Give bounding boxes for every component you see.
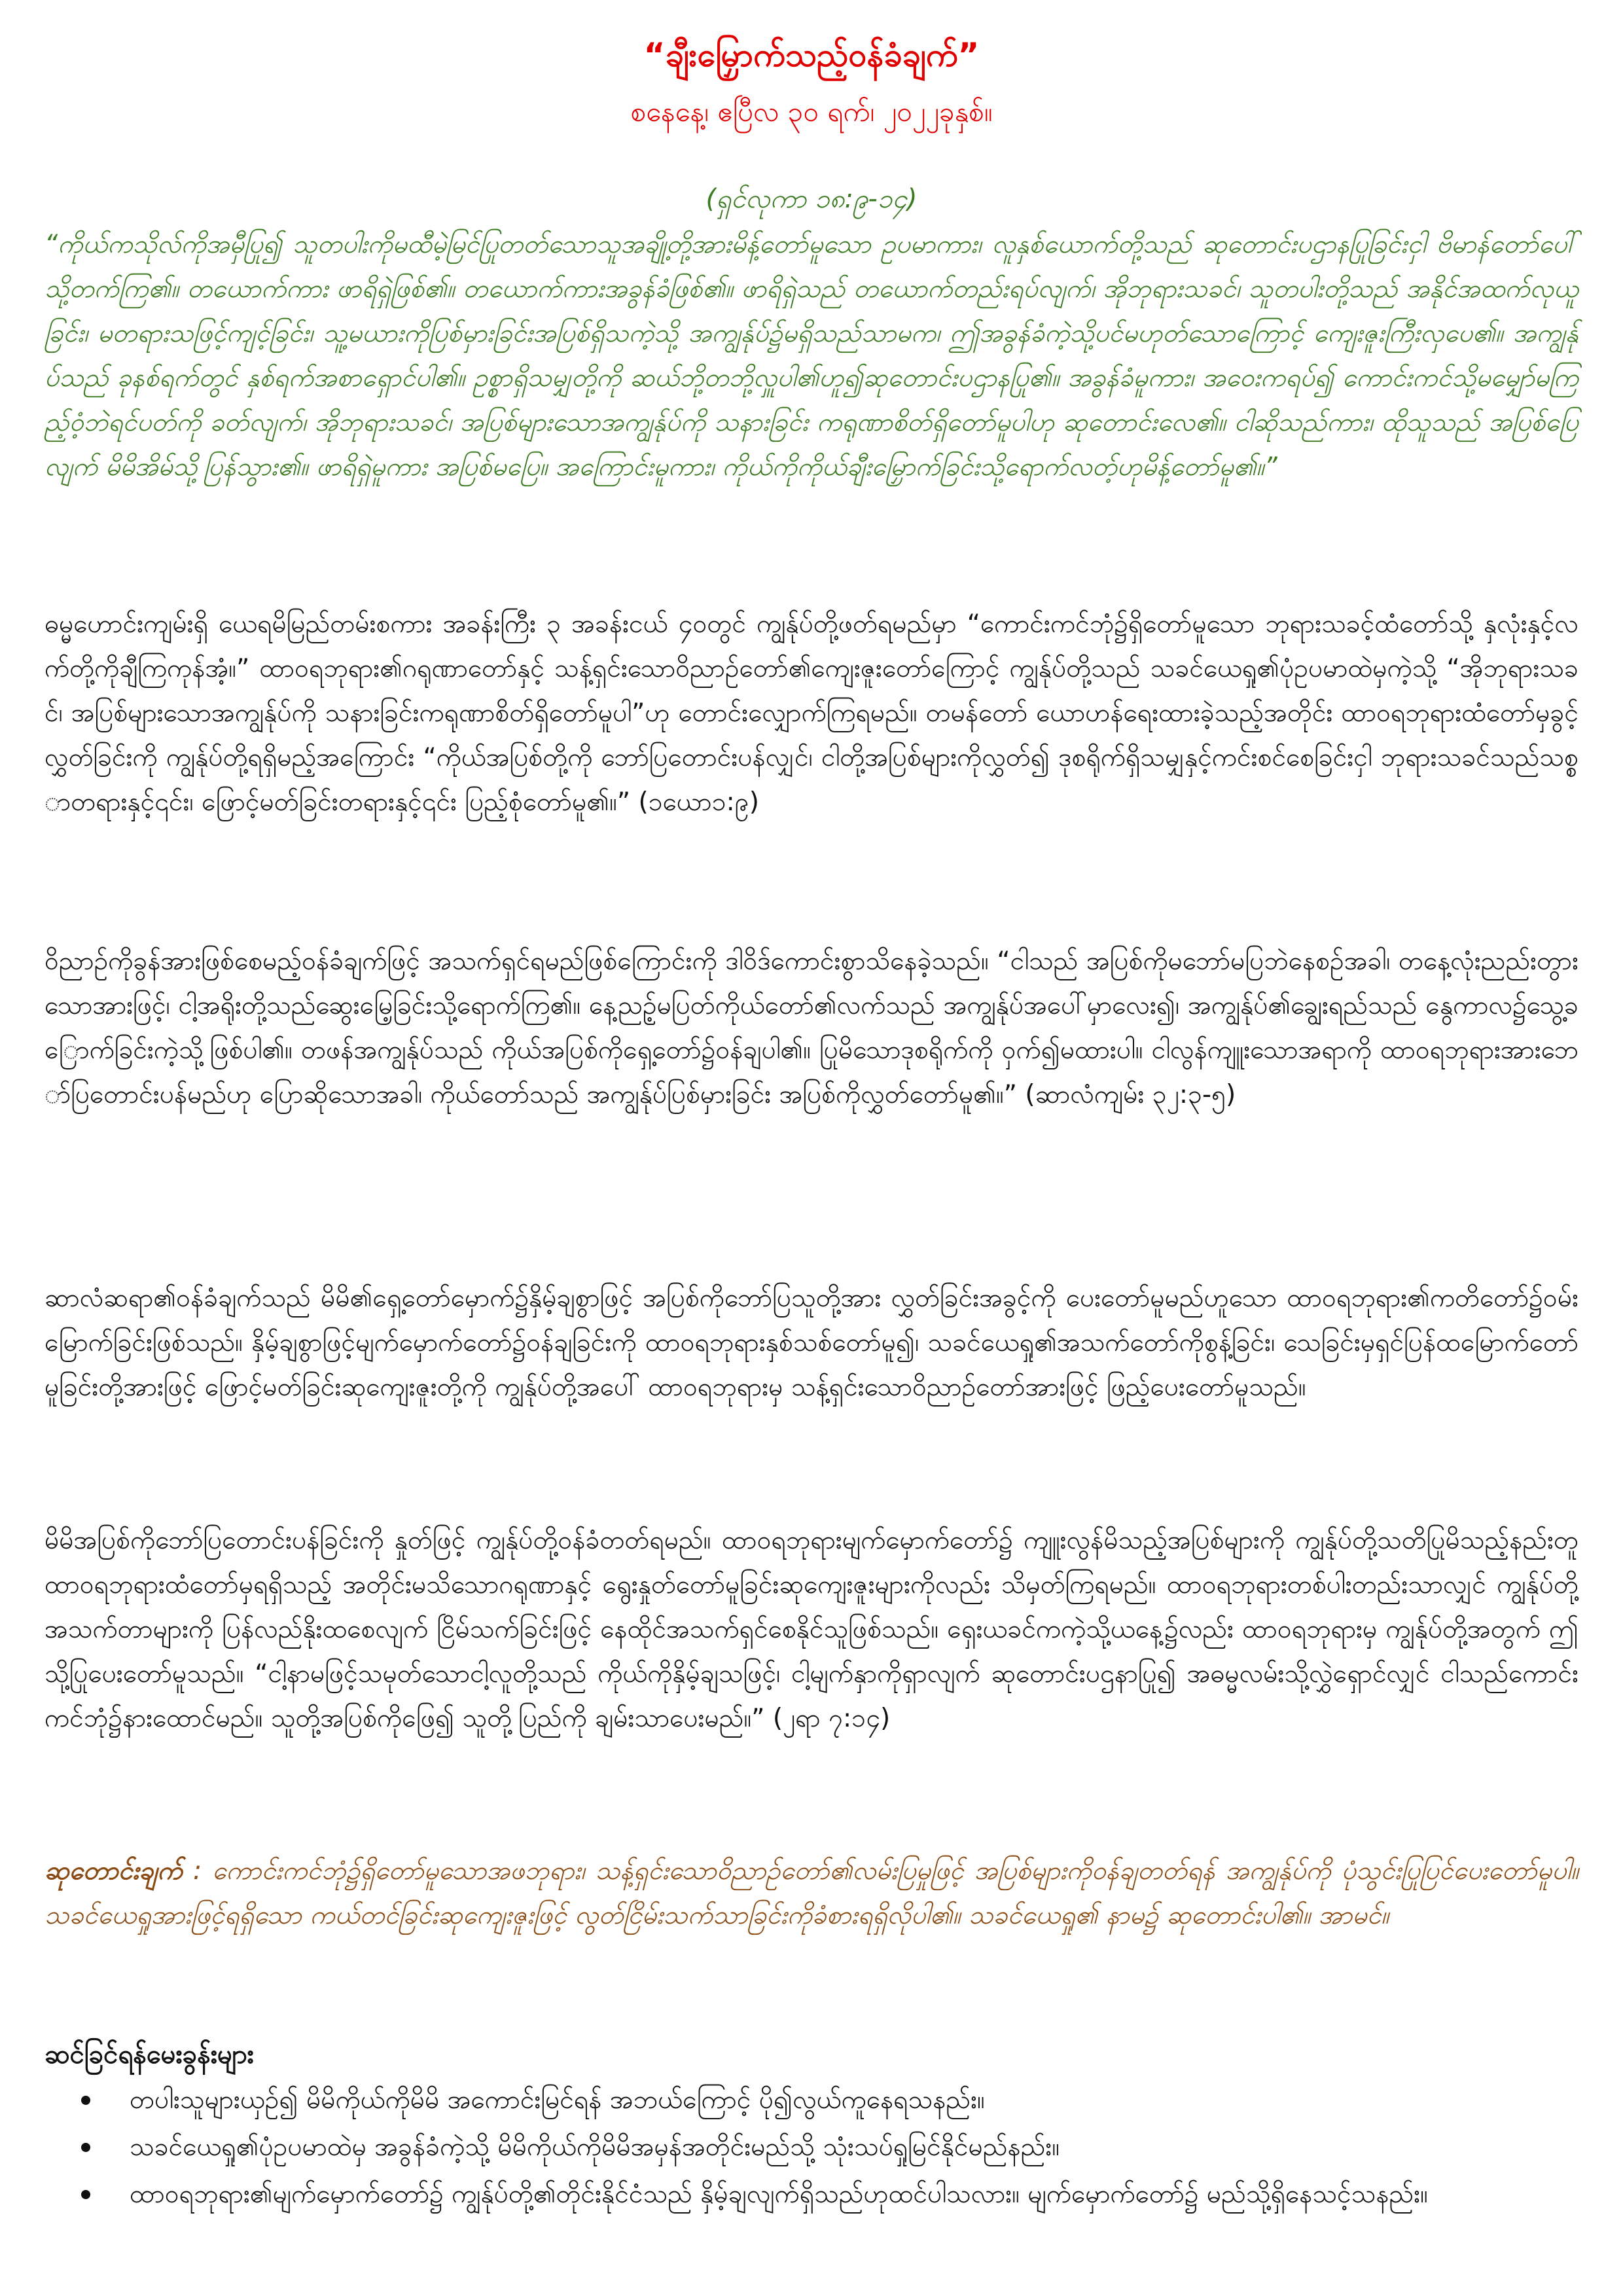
body-paragraph-1: ဓမ္မဟောင်းကျမ်းရှိ ယေရမိမြည်တမ်းစကား အခန်းကြီး ၃ အခန်းငယ် ၄၀တွင် ကျွန်ုပ်တို့ဖတ်ရမည်မှာ “ကောင်းကင်ဘုံ၌ရှိတော်မူသော ဘုရားသခင့်ထံတော်သို့ နှလုံးနှင့်လက်တို့ကိုချီကြကုန်အံ့။” ထာဝရဘုရား၏ဂရုဏာတော်နှင့် သန့်ရှင်းသောဝိညာဉ်တော်၏ကျေးဇူးတော်ကြောင့် ကျွန်ုပ်တို့သည် သခင်ယေရှု၏ပုံဥပမာထဲမှကဲ့သို့ “အိုဘုရားသခင်၊ အပြစ်များသောအကျွန်ုပ်ကို သနားခြင်းကရုဏာစိတ်ရှိတော်မူပါ”ဟု တောင်းလျှောက်ကြရမည်။ တမန်တော် ယောဟန်ရေးထားခဲ့သည့်အတိုင်း ထာဝရဘုရားထံတော်မှခွင့်လွှတ်ခြင်းကို ကျွန်ုပ်တို့ရရှိမည့်အကြောင်း “ကိုယ်အပြစ်တို့ကို ဘော်ပြတောင်းပန်လျှင်၊ ငါတို့အပြစ်များကိုလွှတ်၍ ဒုစရိုက်ရှိသမျှနှင့်ကင်းစင်စေခြင်းငှါ ဘုရားသခင်သည်သစ္စာတရားနှင့်၎င်း၊ ဖြောင့်မတ်ခြင်းတရားနှင့်၎င်း ပြည့်စုံတော်မူ၏။” (၁ယော၁:၉)	[45, 609, 1578, 817]
prayer-separator: :	[182, 1856, 213, 1886]
prayer-label: ဆုတောင်းချက်	[45, 1856, 183, 1886]
question-text: တပါးသူများယှဉ်၍ မိမိကိုယ်ကိုမိမိ အကောင်းမြင်ရန် အဘယ်ကြောင့် ပို၍လွယ်ကူနေရသနည်း။	[130, 2085, 985, 2115]
list-item	[45, 2078, 1578, 2123]
scripture-reference: (ရှင်လုကာ ၁၈:၉-၁၄)	[705, 184, 918, 214]
question-text: ထာဝရဘုရား၏မျက်မှောက်တော်၌ ကျွန်ုပ်တို့၏တိုင်းနိုင်ငံသည် နှိမ့်ချလျက်ရှိသည်ဟုထင်ပါသလား။ မျက်မှောက်တော်၌ မည်သို့ရှိနေသင့်သနည်း။	[130, 2179, 1428, 2209]
body-paragraph-3: ဆာလံဆရာ၏ဝန်ခံချက်သည် မိမိ၏ရှေ့တော်မှောက်၌နှိမ့်ချစွာဖြင့် အပြစ်ကိုဘော်ပြသူတို့အား လွှတ်ခြင်းအခွင့်ကို ပေးတော်မူမည်ဟူသော ထာဝရဘုရား၏ကတိတော်၌ဝမ်းမြောက်ခြင်းဖြစ်သည်။ နှိမ့်ချစွာဖြင့်မျက်မှောက်တော်၌ဝန်ချခြင်းကို ထာဝရဘုရားနှစ်သစ်တော်မူ၍၊ သခင်ယေရှု၏အသက်တော်ကိုစွန့်ခြင်း၊ သေခြင်းမှရှင်ပြန်ထမြောက်တော်မူခြင်းတို့အားဖြင့် ဖြောင့်မတ်ခြင်းဆုကျေးဇူးတို့ကို ကျွန်ုပ်တို့အပေါ် ထာဝရဘုရားမှ သန့်ရှင်းသောဝိညာဉ်တော်အားဖြင့် ဖြည့်ပေးတော်မူသည်။	[45, 1283, 1578, 1402]
prayer-section	[45, 1849, 1578, 1993]
page-date: စနေနေ့၊ ဧပြီလ ၃၀ ရက်၊ ၂၀၂၂ခုနှစ်။	[630, 96, 993, 128]
question-text: သခင်ယေရှု၏ပုံဥပမာထဲမှ အခွန်ခံကဲ့သို့ မိမိကိုယ်ကိုမိမိအမှန်အတိုင်းမည်သို့ သုံးသပ်ရှုမြင်နိုင်မည်နည်း။	[130, 2132, 1060, 2162]
scripture-passage: “ကိုယ်ကသိုလ်ကိုအမှီပြု၍ သူတပါးကိုမထီမဲ့မြင်ပြုတတ်သောသူအချို့တို့အားမိန့်တော်မူသော ဥပမာကား၊ လူနှစ်ယောက်တို့သည် ဆုတောင်းပဌာနပြုခြင်းငှါ ဗိမာန်တော်ပေါ်သို့တက်ကြ၏။ တယောက်ကား ဖာရိရှဲဖြစ်၏။ တယောက်ကားအခွန်ခံဖြစ်၏။ ဖာရိရှဲသည် တယောက်တည်းရပ်လျက်၊ အိုဘုရားသခင်၊ သူတပါးတို့သည် အနိုင်အထက်လုယူခြင်း၊ မတရားသဖြင့်ကျင့်ခြင်း၊ သူ့မယားကိုပြစ်မှားခြင်းအပြစ်ရှိသကဲ့သို့ အကျွန်ုပ်၌မရှိသည်သာမက၊ ဤအခွန်ခံကဲ့သို့ပင်မဟုတ်သောကြောင့် ကျေးဇူးကြီးလှပေ၏။ အကျွန်ုပ်သည် ခုနစ်ရက်တွင် နှစ်ရက်အစာရှောင်ပါ၏။ ဥစ္စာရှိသမျှတို့ကို ဆယ်ဘို့တဘို့လှူပါ၏ဟူ၍ဆုတောင်းပဌာနပြု၏။ အခွန်ခံမူကား၊ အဝေးကရပ်၍ ကောင်းကင်သို့မမျှော်မကြည့်ဝံ့ဘဲရင်ပတ်ကို ခတ်လျက်၊ အိုဘုရားသခင်၊ အပြစ်များသောအကျွန်ုပ်ကို သနားခြင်း ကရုဏာစိတ်ရှိတော်မူပါဟု ဆုတောင်းလေ၏။ ငါဆိုသည်ကား၊ ထိုသူသည် အပြစ်ပြေလျက် မိမိအိမ်သို့ပြန်သွား၏။ ဖာရိရှဲမူကား အပြစ်မပြေ။ အကြောင်းမူကား၊ ကိုယ်ကိုကိုယ်ချီးမြှောက်ခြင်းသို့ရောက်လတ့်ဟုမိန့်တော်မူ၏။”	[45, 230, 1578, 482]
list-item	[45, 2172, 1578, 2217]
body-paragraph-2: ဝိညာဉ်ကိုခွန်အားဖြစ်စေမည့်ဝန်ခံချက်ဖြင့် အသက်ရှင်ရမည်ဖြစ်ကြောင်းကို ဒါဝိဒ်ကောင်းစွာသိနေခဲ့သည်။ “ငါသည် အပြစ်ကိုမဘော်မပြဘဲနေစဉ်အခါ၊ တနေ့လုံးညည်းတွားသောအားဖြင့်၊ ငါ့အရိုးတို့သည်ဆွေးမြေ့ခြင်းသို့ရောက်ကြ၏။ နေ့ညဥ့်မပြတ်ကိုယ်တော်၏လက်သည် အကျွန်ုပ်အပေါ်မှာလေး၍၊ အကျွန်ုပ်၏ချွေးရည်သည် နွေကာလ၌သွေ့ခြောက်ခြင်းကဲ့သို့ဖြစ်ပါ၏။ တဖန်အကျွန်ုပ်သည် ကိုယ်အပြစ်ကိုရှေ့တော်၌ဝန်ချပါ၏။ ပြုမိသောဒုစရိုက်ကို ဝှက်၍မထားပါ။ ငါလွန်ကျူးသောအရာကို ထာဝရဘုရားအားဘော်ပြတောင်းပန်မည်ဟု ပြောဆိုသောအခါ၊ ကိုယ်တော်သည် အကျွန်ုပ်ပြစ်မှားခြင်း အပြစ်ကိုလွှတ်တော်မူ၏။” (ဆာလံကျမ်း ၃၂:၃-၅)	[45, 946, 1578, 1109]
bullet-icon	[81, 2096, 90, 2105]
questions-heading: ဆင်ခြင်ရန်မေးခွန်းများ	[45, 2039, 254, 2070]
bullet-icon	[81, 2143, 90, 2152]
list-item	[45, 2125, 1578, 2170]
body-paragraph-4: မိမိအပြစ်ကိုဘော်ပြတောင်းပန်ခြင်းကို နှုတ်ဖြင့် ကျွန်ုပ်တို့ဝန်ခံတတ်ရမည်။ ထာဝရဘုရားမျက်မှောက်တော်၌ ကျူးလွန်မိသည့်အပြစ်များကို ကျွန်ုပ်တို့သတိပြုမိသည့်နည်းတူ ထာဝရဘုရားထံတော်မှရရှိသည့် အတိုင်းမသိသောဂရုဏာနှင့် ရွေးနှုတ်တော်မူခြင်းဆုကျေးဇူးများကိုလည်း သိမှတ်ကြရမည်။ ထာဝရဘုရားတစ်ပါးတည်းသာလျှင် ကျွန်ုပ်တို့အသက်တာများကို ပြန်လည်နိုးထစေလျက် ငြိမ်သက်ခြင်းဖြင့် နေထိုင်အသက်ရှင်စေနိုင်သူဖြစ်သည်။ ရှေးယခင်ကကဲ့သို့ယနေ့၌လည်း ထာဝရဘုရားမှ ကျွန်ုပ်တို့အတွက် ဤသို့ပြုပေးတော်မူသည်။ “ငါ့နာမဖြင့်သမုတ်သောငါ့လူတို့သည် ကိုယ်ကိုနှိမ့်ချသဖြင့်၊ ငါ့မျက်နှာကိုရှာလျက် ဆုတောင်းပဌနာပြု၍ အဓမ္မလမ်းသို့လွှဲရှောင်လျှင် ငါသည်ကောင်းကင်ဘုံ၌နားထောင်မည်။ သူတို့အပြစ်ကိုဖြေ၍ သူတို့ပြည်ကို ချမ်းသာပေးမည်။” (၂ရာ ၇:၁၄)	[45, 1526, 1578, 1733]
devotional-page	[45, 0, 1578, 2296]
prayer-text: ကောင်းကင်ဘုံ၌ရှိတော်မူသောအဖဘုရား၊ သန့်ရှင်းသောဝိညာဉ်တော်၏လမ်းပြမှုဖြင့် အပြစ်များကိုဝန်ချတတ်ရန် အကျွန်ုပ်ကို ပုံသွင်းပြုပြင်ပေးတော်မူပါ။ သခင်ယေရှုအားဖြင့်ရရှိသော ကယ်တင်ခြင်းဆုကျေးဇူးဖြင့် လွတ်ငြိမ်းသက်သာခြင်းကိုခံစားရရှိလိုပါ၏။ သခင်ယေရှု၏ နာမ၌ ဆုတောင်းပါ၏။ အာမင်။	[45, 1856, 1578, 1930]
page-title: “ချီးမြှောက်သည့်ဝန်ခံချက်”	[643, 36, 980, 74]
questions-list	[45, 2078, 1578, 2219]
bullet-icon	[81, 2190, 90, 2199]
